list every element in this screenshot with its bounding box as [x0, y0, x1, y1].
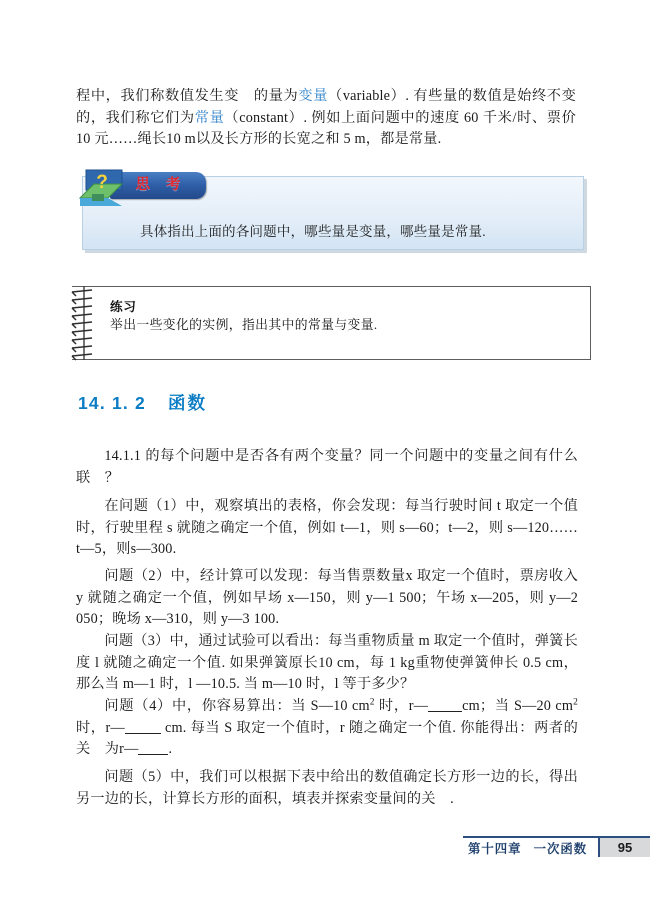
section-heading	[78, 390, 207, 415]
intro-paragraph	[76, 86, 576, 151]
paragraph-problem-3: 问题（3）中，通过试验可以看出：每当重物质量 m 取定一个值时，弹簧长度 l 就随之确定一个值. 如果弹簧原长10 cm，每 1 kg重物使弹簧伸长 0.5 cm，那么当 m—1 时，l —10.5. 当 m—10 时，l 等于多少？	[76, 633, 578, 693]
intro-text-lead-variable: 的量为	[253, 88, 299, 104]
term-variable: 变量	[298, 88, 329, 104]
intro-text-tail: （constant）. 例如上面问题中的速度 60 千米/时、票价 10 元……绳长10 m以及长方形的长宽之和 5 m，都是常量.	[76, 109, 576, 148]
q4-superscript-1: 2	[369, 697, 375, 708]
q4-superscript-2: 2	[573, 697, 578, 708]
q4-text-c: cm；当 S—20 cm	[462, 698, 574, 714]
think-tab-label: 思 考	[135, 177, 187, 193]
footer-chapter-number: 第十四章	[468, 842, 522, 856]
term-constant: 常量	[194, 109, 225, 126]
footer-chapter	[468, 839, 587, 857]
answer-blank-1[interactable]	[428, 711, 462, 712]
intro-gap	[239, 88, 254, 104]
practice-text: 举出一些变化的实例，指出其中的常量与变量.	[110, 318, 378, 332]
answer-blank-3[interactable]	[138, 754, 168, 755]
q4-text-b: 时，r—	[374, 698, 429, 714]
paragraph-lead-question: 14.1.1 的每个问题中是否各有两个变量？同一个问题中的变量之间有什么联 ？	[76, 448, 578, 486]
intro-text-mid: （variable）. 有些量的数值是始终不变的，我们称它们为	[76, 88, 576, 126]
question-mark-emblem-icon	[78, 168, 128, 212]
answer-blank-2[interactable]	[125, 733, 161, 734]
page-footer	[0, 836, 650, 860]
q4-text-f: .	[168, 741, 173, 758]
paragraph-problem-4	[76, 696, 578, 761]
q4-text-e: cm. 每当 S 取定一个值时，r 随之确定一个值. 你能得出：两者的关 为r—	[76, 719, 578, 758]
paragraph-problem-1: 在问题（1）中，观察填出的表格，你会发现：每当行驶时间 t 取定一个值时，行驶里程 s 就随之确定一个值，例如 t—1，则 s—60；t—2，则 s—120……t—5，则s—300.	[76, 498, 578, 558]
spiral-binding-icon	[68, 284, 98, 362]
page-number: 95	[600, 838, 650, 857]
section-title: 函数	[167, 393, 207, 413]
practice-title: 练习	[110, 300, 137, 314]
paragraph-problem-2: 问题（2）中，经计算可以发现：每当售票数量x 取定一个值时，票房收入 y 就随之确定一个值，例如早场 x—150，则 y—1 500；午场 x—205，则 y—2 050；晚场 x—310，则 y—3 100.	[76, 568, 578, 628]
paragraph-problem-5: 问题（5）中，我们可以根据下表中给出的数值确定长方形一边的长，得出另一边的长，计算长方形的面积，填表并探索变量间的关 .	[76, 769, 578, 807]
footer-chapter-name: 一次函数	[533, 842, 588, 856]
q4-text-d: 时，r—	[76, 719, 125, 736]
think-question-text: 具体指出上面的各问题中，哪些量是变量，哪些量是常量.	[140, 224, 486, 239]
svg-text:?: ?	[96, 172, 108, 193]
q4-text-a: 问题（4）中，你容易算出：当 S—10 cm	[104, 698, 370, 714]
intro-text-before-variable: 程中，我们称数值发生变	[76, 88, 240, 104]
section-number: 14. 1. 2	[78, 393, 146, 413]
